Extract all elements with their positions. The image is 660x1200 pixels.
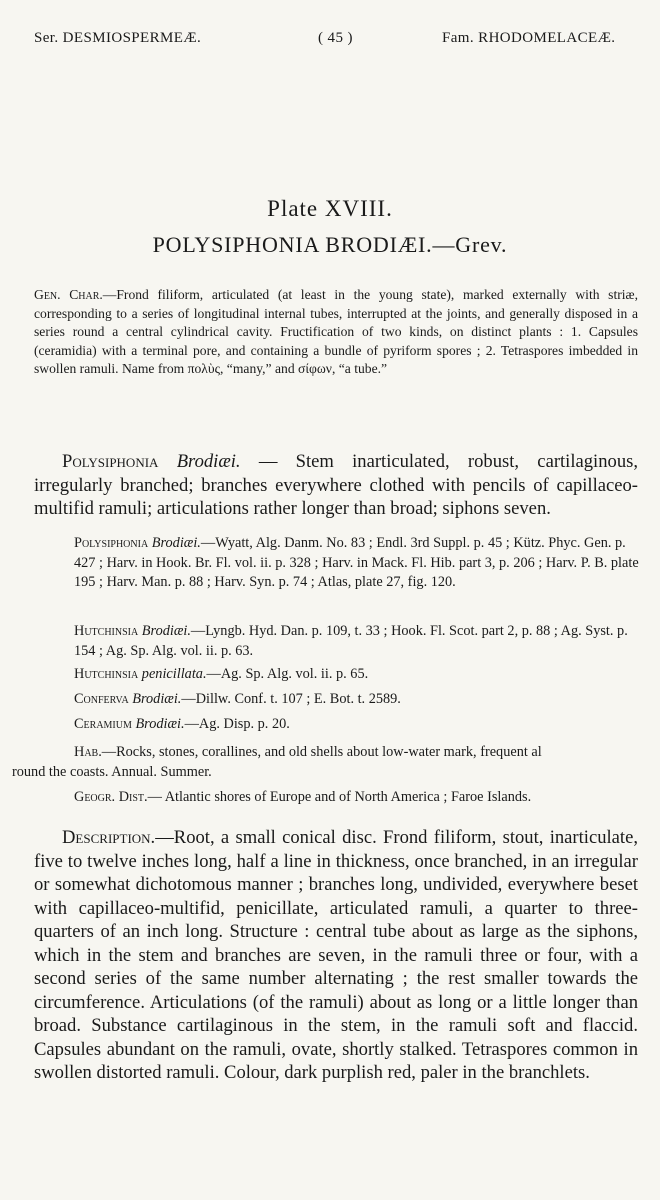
synonym-entry <box>74 534 640 593</box>
synonym-text: —Lyngb. Hyd. Dan. p. 109, t. 33 ; Hook. Fl. Scot. part 2, p. 88 ; Ag. Syst. p. 154 ; Ag. Sp. Alg. vol. ii. p. 63. <box>74 623 628 659</box>
species-title: POLYSIPHONIA BRODIÆI.—Grev. <box>152 232 508 257</box>
habitat-text-line1: —Rocks, stones, corallines, and old shells about low-water mark, frequent al <box>101 744 542 760</box>
synonym-species: Brodiæi. <box>141 623 191 639</box>
synonym-text: —Dillw. Conf. t. 107 ; E. Bot. t. 2589. <box>181 691 401 707</box>
gen-char-text: —Frond filiform, articulated (at least in the young state), marked externally with striæ, corresponding to a series of longitudinal internal tubes, interrupted at the joints, and generally disposed in a series round a central cylindrical cavity. Fructification of two kinds, on distinct plants : 1. Capsules (ceramidia) with a terminal pore, and containing a bundle of pyriform spores ; 2. Tetraspores imbedded in swollen ramuli. Name from πολὺς, “many,” and σίφων, “a tube.” <box>34 287 638 377</box>
synonym-genus: Hutchinsia <box>74 666 139 682</box>
synonym-genus: Conferva <box>74 691 129 707</box>
geogr-label: Geogr. Dist. <box>74 789 148 805</box>
synonym-species: Brodiæi. <box>135 716 185 732</box>
generic-character <box>34 286 638 379</box>
geographic-distribution <box>74 788 640 808</box>
description <box>34 826 638 1085</box>
synonym-species: Brodiæi. <box>132 691 182 707</box>
page-number: ( 45 ) <box>318 30 353 46</box>
synonym-text: —Ag. Disp. p. 20. <box>184 716 290 732</box>
diagnosis-genus: Polysiphonia <box>62 451 159 472</box>
synonym-genus: Polysiphonia <box>74 535 149 551</box>
habitat-label: Hab. <box>74 744 102 760</box>
synonym-entry <box>74 622 640 661</box>
synonym-species: Brodiæi. <box>151 535 201 551</box>
description-label: Description. <box>62 827 156 848</box>
running-header-family: Fam. RHODOMELACEÆ. <box>442 30 616 46</box>
habitat <box>12 743 640 782</box>
plate-title: Plate XVIII. <box>267 196 393 221</box>
synonym-text: —Wyatt, Alg. Danm. No. 83 ; Endl. 3rd Suppl. p. 45 ; Kütz. Phyc. Gen. p. 427 ; Harv. in Hook. Br. Fl. vol. ii. p. 328 ; Harv. in Mack. Fl. Hib. part 3, p. 206 ; Harv. P. B. plate 195 ; Harv. Man. p. 88 ; Harv. Syn. p. 74 ; Atlas, plate 27, fig. 120. <box>74 535 639 591</box>
synonym-species: penicillata. <box>141 666 207 682</box>
synonym-genus: Ceramium <box>74 716 132 732</box>
description-text: —Root, a small conical disc. Frond filiform, stout, inarticulate, five to twelve inches long, half a line in thickness, once branched, in an irregular or somewhat dichotomous manner ; branches long, undivided, everywhere beset with capillaceo-multifid, penicillate, articulated ramuli, a quarter to three-quarters of an inch long. Structure : central tube about as large as the siphons, which in the stem and branches are seven, in the ramuli three or four, with a second series of the same number alternating ; the rest smaller towards the circumference. Articulations (of the ramuli) about as long or a little longer than broad. Substance cartilaginous in the stem, in the ramuli soft and flaccid. Capsules abundant on the ramuli, ovate, shortly stalked. Tetraspores common in swollen distorted ramuli. Colour, dark purplish red, paler in the branchlets. <box>34 827 638 1083</box>
synonym-entry <box>74 690 640 710</box>
running-header-series: Ser. DESMIOSPERMEÆ. <box>34 30 202 46</box>
gen-char-label: Gen. Char. <box>34 287 103 302</box>
habitat-text-line2: round the coasts. Annual. Summer. <box>12 763 212 780</box>
synonym-entry <box>74 715 640 735</box>
diagnosis-text: — Stem inarticulated, robust, cartilaginous, irregularly branched; branches everywhere clothed with pencils of capillaceo-multifid ramuli; articulations rather longer than broad; siphons seven. <box>34 451 638 519</box>
geogr-text: — Atlantic shores of Europe and of North America ; Faroe Islands. <box>147 789 532 805</box>
diagnosis-species: Brodiæi. <box>176 451 241 472</box>
synonym-text: —Ag. Sp. Alg. vol. ii. p. 65. <box>206 666 369 682</box>
synonym-entry <box>74 665 640 685</box>
species-diagnosis <box>34 450 638 521</box>
synonym-genus: Hutchinsia <box>74 623 139 639</box>
